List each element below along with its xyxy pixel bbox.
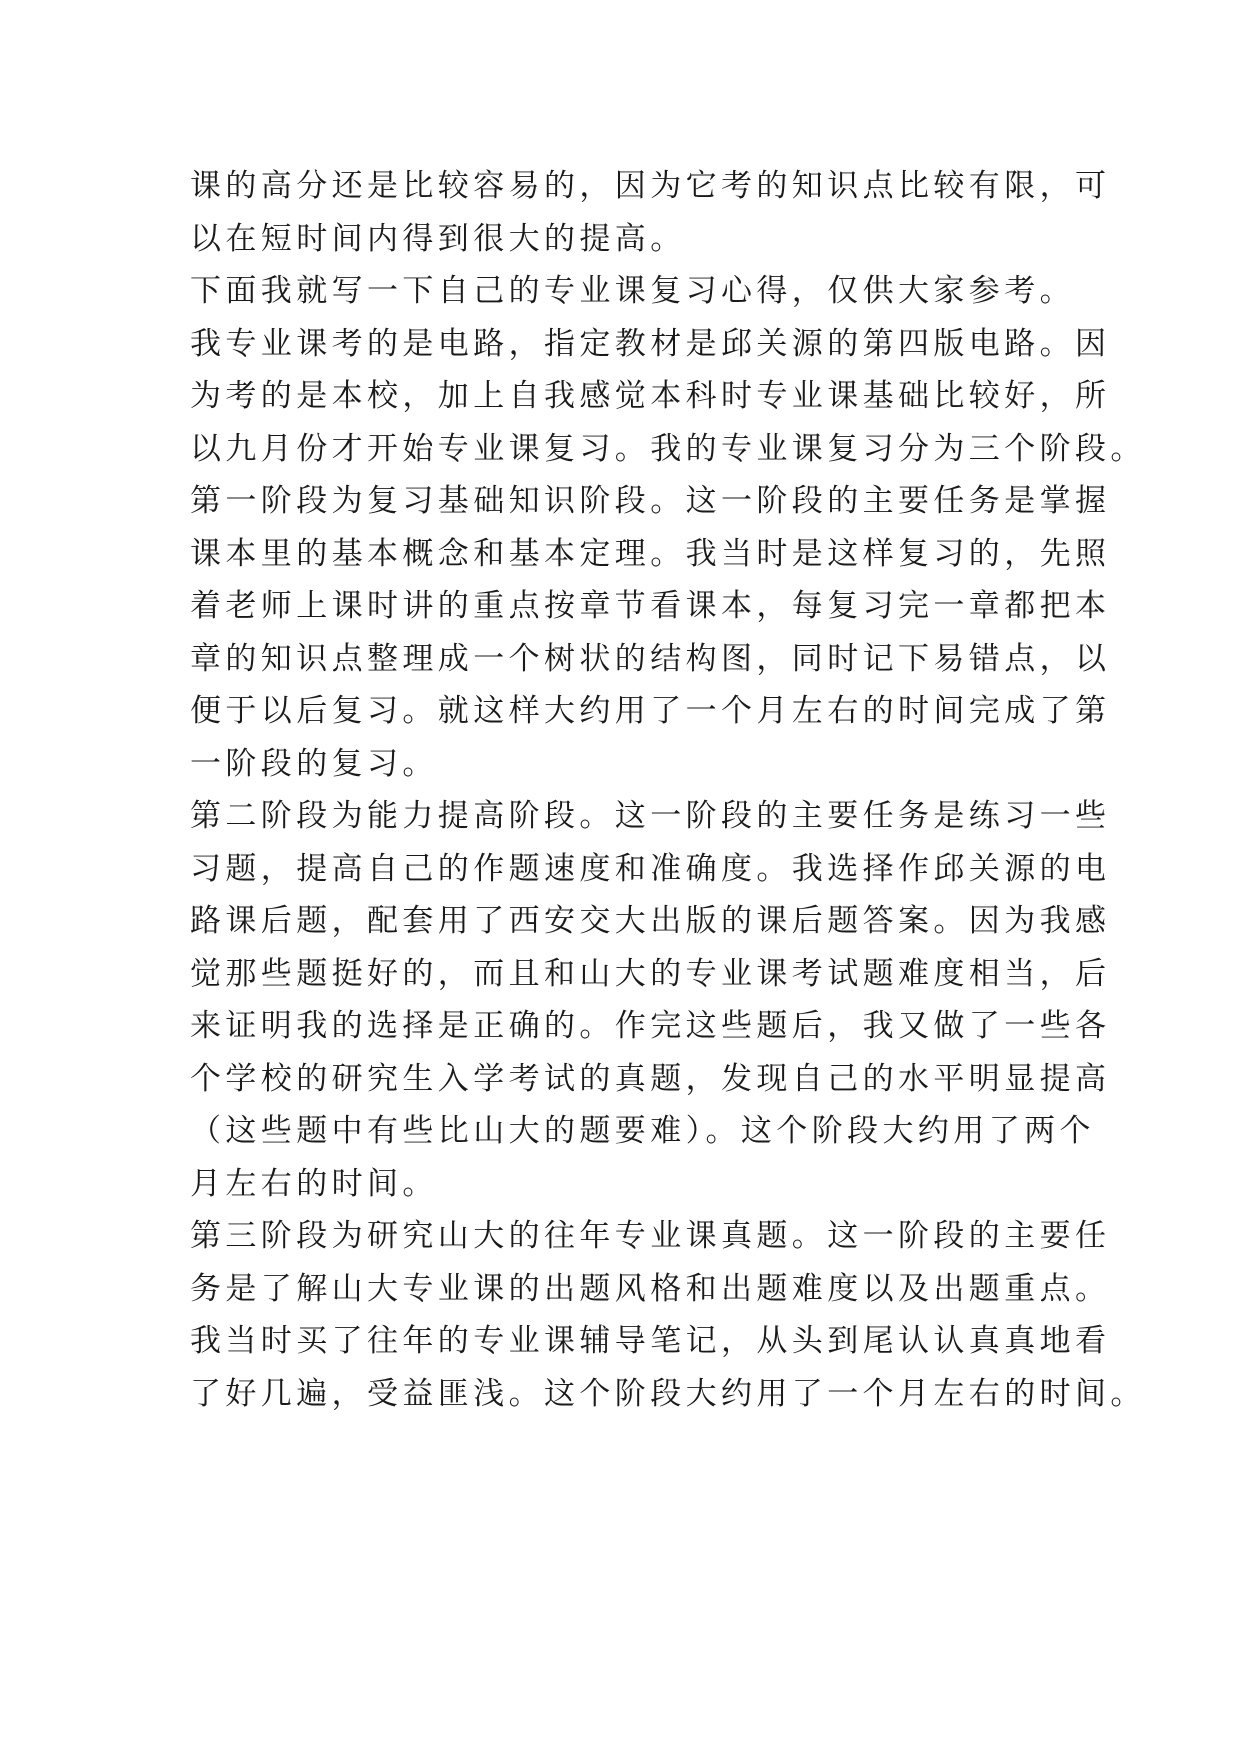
text-line: 月左右的时间。	[190, 1165, 438, 1202]
text-line: 第一阶段为复习基础知识阶段。这一阶段的主要任务是掌握	[190, 483, 1111, 519]
text-line: 来证明我的选择是正确的。作完这些题后，我又做了一些各	[190, 1008, 1111, 1044]
text-line: 习题，提高自己的作题速度和准确度。我选择作邱关源的电	[190, 850, 1111, 887]
text-line: 以在短时间内得到很大的提高。	[190, 220, 686, 257]
body-text	[190, 160, 1146, 1420]
text-line: 我当时买了往年的专业课辅导笔记，从头到尾认认真真地看	[190, 1323, 1111, 1359]
text-line: 课的高分还是比较容易的，因为它考的知识点比较有限，可	[190, 168, 1111, 204]
text-line: 着老师上课时讲的重点按章节看课本，每复习完一章都把本	[190, 588, 1111, 624]
text-line: 第三阶段为研究山大的往年专业课真题。这一阶段的主要任	[190, 1218, 1111, 1254]
text-line: 下面我就写一下自己的专业课复习心得，仅供大家参考。	[190, 273, 1075, 309]
text-line: 便于以后复习。就这样大约用了一个月左右的时间完成了第	[190, 693, 1111, 729]
text-line: （这些题中有些比山大的题要难）。这个阶段大约用了两个	[190, 1113, 1095, 1149]
text-line: 路课后题，配套用了西安交大出版的课后题答案。因为我感	[190, 903, 1111, 939]
text-line: 章的知识点整理成一个树状的结构图，同时记下易错点，以	[190, 640, 1111, 677]
text-line: 课本里的基本概念和基本定理。我当时是这样复习的，先照	[190, 535, 1111, 572]
text-line: 第二阶段为能力提高阶段。这一阶段的主要任务是练习一些	[190, 798, 1111, 834]
text-line: 了好几遍，受益匪浅。这个阶段大约用了一个月左右的时间。	[190, 1375, 1146, 1412]
text-line: 觉那些题挺好的，而且和山大的专业课考试题难度相当，后	[190, 955, 1111, 992]
text-line: 我专业课考的是电路，指定教材是邱关源的第四版电路。因	[190, 325, 1111, 362]
text-line: 以九月份才开始专业课复习。我的专业课复习分为三个阶段。	[190, 430, 1146, 467]
text-line: 为考的是本校，加上自我感觉本科时专业课基础比较好，所	[190, 378, 1111, 414]
text-line: 一阶段的复习。	[190, 745, 438, 782]
text-line: 个学校的研究生入学考试的真题，发现自己的水平明显提高	[190, 1060, 1111, 1097]
text-line: 务是了解山大专业课的出题风格和出题难度以及出题重点。	[190, 1270, 1111, 1307]
